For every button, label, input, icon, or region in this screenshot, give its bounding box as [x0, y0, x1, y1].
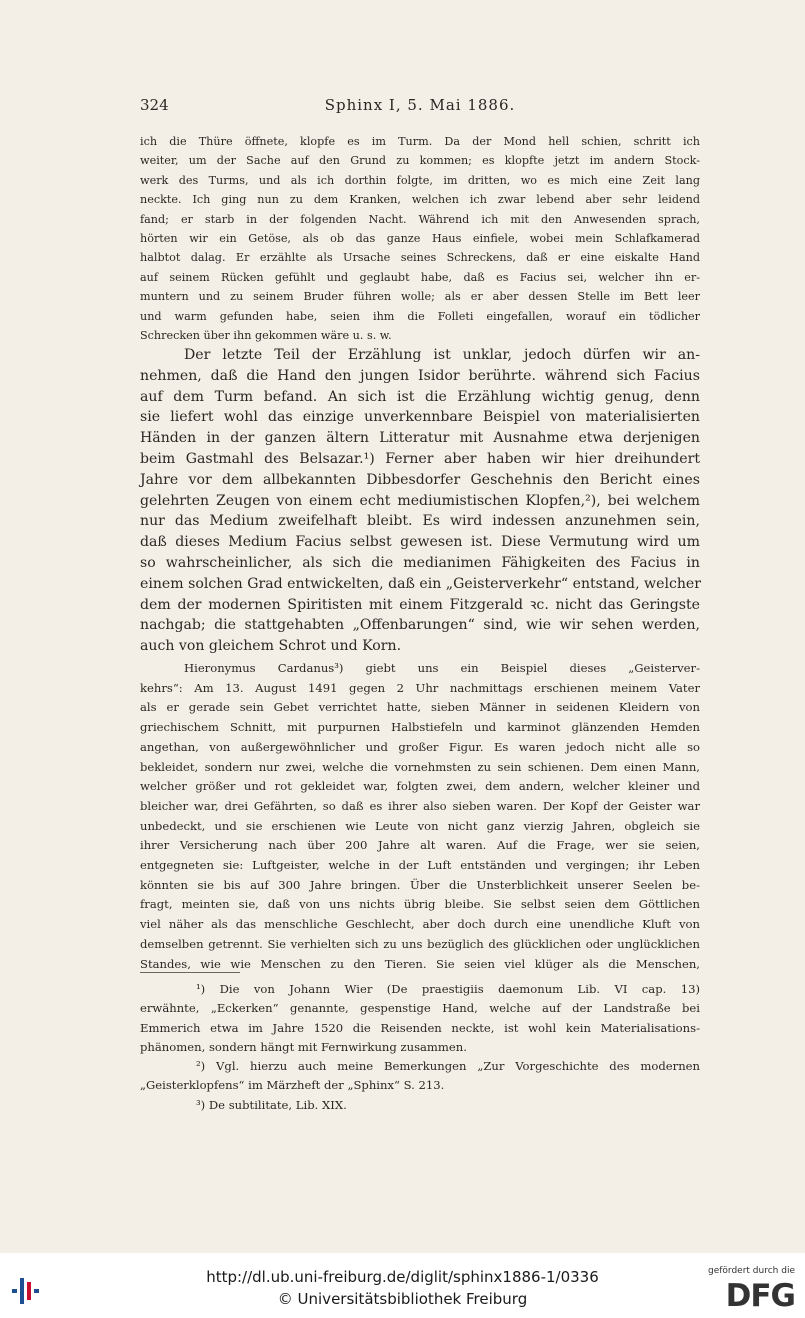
digitization-footer: [0, 1262, 805, 1318]
text-line: griechischem Schnitt, mit purpurnen Halbstiefeln und karminot glänzenden Hemden: [140, 720, 700, 735]
footnote-line: ³) De subtilitate, Lib. XIX.: [196, 1097, 347, 1112]
text-line: gelehrten Zeugen von einem echt mediumistischen Klopfen,²), bei welchem: [140, 492, 700, 509]
text-line: auf dem Turm befand. An sich ist die Erzählung wichtig genug, denn: [140, 388, 700, 405]
text-line: fand; er starb in der folgenden Nacht. Während ich mit den Anwesenden sprach,: [140, 212, 700, 226]
text-line: Schrecken über ihn gekommen wäre u. s. w.: [140, 329, 392, 343]
text-line: fragt, meinten sie, daß von uns nichts übrig bleibe. Sie selbst seien dem Göttlichen: [140, 897, 700, 912]
text-line: halbtot dalag. Er erzählte als Ursache seines Schreckens, daß er eine eiskalte Hand: [140, 251, 700, 265]
text-line: sie liefert wohl das einzige unverkennbare Beispiel von materialisierten: [140, 409, 700, 426]
footnotes: [140, 980, 700, 1115]
text-line: daß dieses Medium Facius selbst gewesen ist. Diese Vermutung wird um: [140, 534, 700, 551]
text-line: unbedeckt, und sie erschienen wie Leute von nicht ganz vierzig Jahren, obgleich sie: [140, 818, 700, 833]
text-line: weiter, um der Sache auf den Grund zu kommen; es klopfte jetzt im andern Stock-: [140, 154, 700, 168]
footnote-line: Emmerich etwa im Jahre 1520 die Reisenden neckte, ist wohl kein Materialisations-: [140, 1020, 700, 1035]
text-line: ihrer Versicherung nach über 200 Jahre alt waren. Auf die Frage, wer sie seien,: [140, 838, 700, 853]
text-line: Händen in der ganzen ältern Litteratur mit Ausnahme etwa derjenigen: [140, 430, 700, 447]
copyright-notice: © Universitätsbibliothek Freiburg: [277, 1290, 528, 1308]
text-line: könnten sie bis auf 300 Jahre bringen. Über die Unsterblichkeit unserer Seelen be-: [140, 877, 700, 892]
text-line: bekleidet, sondern nur zwei, welche die vornehmsten zu sein schienen. Dem einen Mann,: [140, 759, 700, 774]
permalink-url[interactable]: http://dl.ub.uni-freiburg.de/diglit/sphinx1886-1/0336: [206, 1268, 599, 1286]
paragraph-3: [140, 659, 700, 974]
text-line: nachgab; die stattgehabten „Offenbarungen“ sind, wie wir sehen werden,: [140, 617, 700, 634]
text-line: viel näher als das menschliche Geschlecht, aber doch durch eine unendliche Kluft von: [140, 917, 700, 932]
text-line: und warm gefunden habe, seien ihm die Folleti eingefallen, worauf ein tödlicher: [140, 309, 700, 323]
text-line: einem solchen Grad entwickelten, daß ein „Geisterverkehr“ entstand, welcher: [140, 575, 702, 592]
text-line: hörten wir ein Getöse, als ob das ganze Haus einfiele, wobei mein Schlafkamerad: [140, 232, 700, 246]
paragraph-1: [140, 132, 700, 345]
dfg-caption: gefördert durch die: [708, 1266, 795, 1276]
footnote-line: ¹) Die von Johann Wier (De praestigiis daemonum Lib. VI cap. 13): [196, 982, 700, 996]
footnote-line: erwähnte, „Eckerken“ genannte, gespenstige Hand, welche auf der Landstraße bei: [140, 1001, 700, 1016]
text-line: beim Gastmahl des Belsazar.¹) Ferner aber haben wir hier dreihundert: [140, 450, 700, 467]
running-title: Sphinx I, 5. Mai 1886.: [324, 96, 516, 114]
text-line: so wahrscheinlicher, als sich die medianimen Fähigkeiten des Facius in: [140, 554, 700, 571]
text-line: demselben getrennt. Sie verhielten sich zu uns bezüglich des glücklichen oder unglücklichen: [140, 936, 700, 951]
footnote-line: phänomen, sondern hängt mit Fernwirkung zusammen.: [140, 1039, 467, 1054]
page-header: [140, 96, 700, 118]
footnote-rule: [140, 972, 240, 973]
text-line: nur das Medium zweifelhaft bleibt. Es wird indessen anzunehmen sein,: [140, 513, 700, 530]
text-line: welcher größer und rot gekleidet war, folgten zwei, dem andern, welcher kleiner und: [140, 779, 700, 794]
text-line: Der letzte Teil der Erzählung ist unklar, jedoch dürfen wir an-: [184, 347, 700, 363]
text-line: Jahre vor dem allbekannten Dibbesdorfer Geschehnis den Bericht eines: [140, 471, 700, 488]
text-line: auf seinem Rücken gefühlt und geglaubt habe, daß es Facius sei, welcher ihn er-: [140, 270, 700, 284]
footnote-line: ²) Vgl. hierzu auch meine Bemerkungen „Zur Vorgeschichte des modernen: [196, 1059, 700, 1074]
paragraph-2: [140, 345, 700, 657]
text-line: kehrs“: Am 13. August 1491 gegen 2 Uhr nachmittags erschienen meinem Vater: [140, 680, 700, 695]
dfg-logo: DFG: [725, 1278, 795, 1314]
text-line: werk des Turms, und als ich dorthin folgte, im dritten, wo es mich eine Zeit lang: [140, 173, 700, 187]
text-line: nehmen, daß die Hand den jungen Isidor berührte. während sich Facius: [140, 367, 700, 384]
text-line: als er gerade sein Gebet verrichtet hatte, sieben Männer in seidenen Kleidern von: [140, 700, 700, 715]
text-line: Standes, wie wie Menschen zu den Tieren. Sie seien viel klüger als die Menschen,: [140, 956, 700, 971]
text-line: bleicher war, drei Gefährten, so daß es ihrer also sieben waren. Der Kopf der Geister war: [140, 798, 700, 813]
text-line: Hieronymus Cardanus³) giebt uns ein Beispiel dieses „Geisterver-: [184, 661, 700, 675]
text-line: dem der modernen Spiritisten mit einem Fitzgerald ꝛc. nicht das Geringste: [140, 596, 700, 613]
text-line: neckte. Ich ging nun zu dem Kranken, welchen ich zwar lebend aber sehr leidend: [140, 193, 700, 207]
footnote-line: „Geisterklopfens“ im Märzheft der „Sphinx“ S. 213.: [140, 1078, 445, 1093]
text-line: angethan, von außergewöhnlicher und großer Figur. Es waren jedoch nicht alle so: [140, 739, 700, 754]
text-line: muntern und zu seinem Bruder führen wolle; als er aber dessen Stelle im Bett leer: [140, 290, 700, 304]
text-line: entgegneten sie: Luftgeister, welche in der Luft entständen und vergingen; ihr Leben: [140, 858, 700, 873]
text-line: auch von gleichem Schrot und Korn.: [140, 638, 402, 655]
text-line: ich die Thüre öffnete, klopfe es im Turm. Da der Mond hell schien, schritt ich: [140, 135, 700, 148]
page-number: 324: [140, 96, 169, 114]
